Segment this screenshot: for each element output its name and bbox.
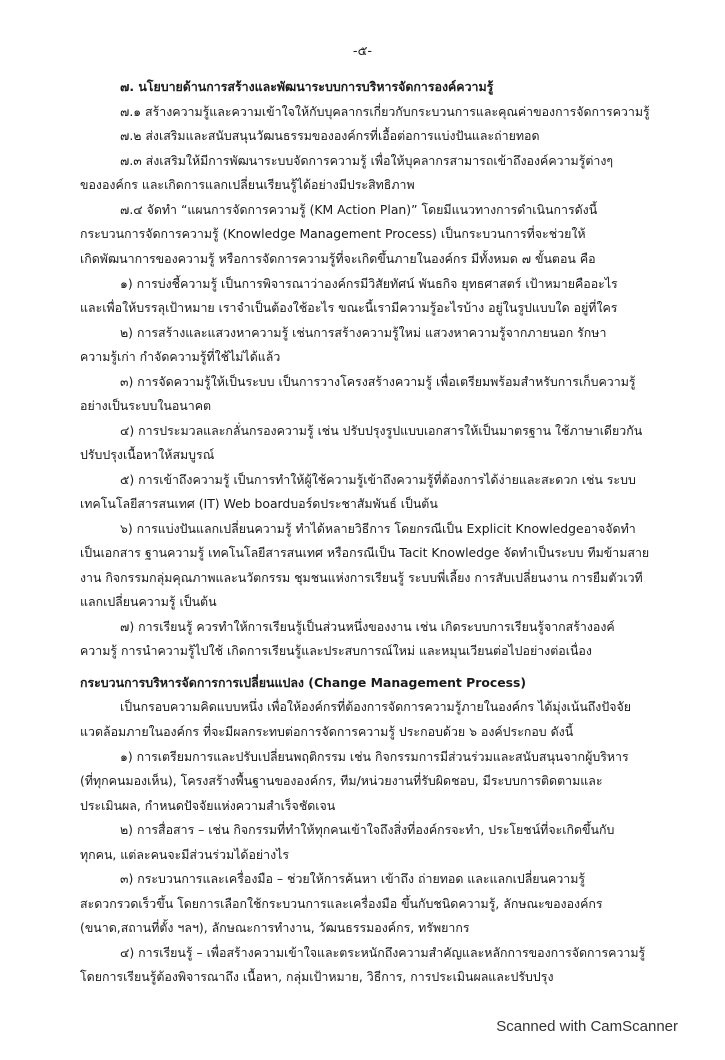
km-step-3-cont: อย่างเป็นระบบในอนาคต [80,398,212,413]
change-item-3: ๓) กระบวนการและเครื่องมือ – ช่วยให้การค้นหา เข้าถึง ถ่ายทอด และแลกเปลี่ยนความรู้ [120,871,586,886]
km-step-6-cont-2: งาน กิจกรรมกลุ่มคุณภาพและนวัตกรรม ชุมชนแห่งการเรียนรู้ ระบบพี่เลี้ยง การสับเปลี่ยนงาน การยืมตัวเวที [80,570,643,585]
km-step-1: ๑) การบ่งชี้ความรู้ เป็นการพิจารณาว่าองค์กรมีวิสัยทัศน์ พันธกิจ ยุทธศาสตร์ เป้าหมายคืออะไร [120,276,618,291]
scanner-watermark: Scanned with CamScanner [496,1018,678,1035]
km-step-5-cont: เทคโนโลยีสารสนเทศ (IT) Web boardบอร์ดประชาสัมพันธ์ เป็นต้น [80,496,438,511]
section-heading-change-management: กระบวนการบริหารจัดการการเปลี่ยนแปลง (Change Management Process) [80,675,527,690]
km-step-2: ๒) การสร้างและแสวงหาความรู้ เช่นการสร้างความรู้ใหม่ แสวงหาความรู้จากภายนอก รักษา [120,325,607,340]
change-intro: เป็นกรอบความคิดแบบหนึ่ง เพื่อให้องค์กรที่ต้องการจัดการความรู้ภายในองค์กร ได้มุ่งเน้นถึงปัจจัย [120,699,632,714]
change-item-2-cont: ทุกคน, แต่ละคนจะมีส่วนร่วมได้อย่างไร [80,847,290,862]
policy-item-7-4: ๗.๔ จัดทำ “แผนการจัดการความรู้ (KM Action Plan)” โดยมีแนวทางการดำเนินการดังนี้ [120,202,598,217]
policy-item-7-3: ๗.๓ ส่งเสริมให้มีการพัฒนาระบบจัดการความรู้ เพื่อให้บุคลากรสามารถเข้าถึงองค์ความรู้ต่างๆ [120,153,614,168]
km-step-3: ๓) การจัดความรู้ให้เป็นระบบ เป็นการวางโครงสร้างความรู้ เพื่อเตรียมพร้อมสำหรับการเก็บความรู้ [120,374,636,389]
change-item-1-cont-1: (ที่ทุกคนมองเห็น), โครงสร้างพื้นฐานขององค์กร, ทีม/หน่วยงานที่รับผิดชอบ, มีระบบการติดตามและ [80,773,603,788]
km-step-6-cont-1: เป็นเอกสาร ฐานความรู้ เทคโนโลยีสารสนเทศ หรือกรณีเป็น Tacit Knowledge จัดทำเป็นระบบ ทีมข้ามสาย [80,545,650,560]
km-step-4-cont: ปรับปรุงเนื้อหาให้สมบูรณ์ [80,447,215,462]
page-number: -๕- [352,44,373,59]
km-process-intro-cont: เกิดพัฒนาการของความรู้ หรือการจัดการความรู้ที่จะเกิดขึ้นภายในองค์กร มีทั้งหมด ๗ ขั้นตอน คือ [80,251,596,266]
change-item-1-cont-2: ประเมินผล, กำหนดปัจจัยแห่งความสำเร็จชัดเจน [80,798,336,813]
km-step-7-cont: ความรู้ การนำความรู้ไปใช้ เกิดการเรียนรู้และประสบการณ์ใหม่ และหมุนเวียนต่อไปอย่างต่อเนื่อง [80,643,592,658]
change-item-3-cont-1: สะดวกรวดเร็วขึ้น โดยการเลือกใช้กระบวนการและเครื่องมือ ขึ้นกับชนิดความรู้, ลักษณะขององค์กร [80,896,603,911]
change-item-4-cont: โดยการเรียนรู้ต้องพิจารณาถึง เนื้อหา, กลุ่มเป้าหมาย, วิธีการ, การประเมินผลและปรับปรุง [80,969,554,984]
change-item-1: ๑) การเตรียมการและปรับเปลี่ยนพฤติกรรม เช่น กิจกรรมการมีส่วนร่วมและสนับสนุนจากผู้บริหาร [120,749,629,764]
km-process-intro: กระบวนการจัดการความรู้ (Knowledge Management Process) เป็นกระบวนการที่จะช่วยให้ [80,226,586,241]
km-step-6: ๖) การแบ่งปันแลกเปลี่ยนความรู้ ทำได้หลายวิธีการ โดยกรณีเป็น Explicit Knowledgeอาจจัดทำ [120,521,636,536]
policy-item-7-1: ๗.๑ สร้างความรู้และความเข้าใจให้กับบุคลากรเกี่ยวกับกระบวนการและคุณค่าของการจัดการความรู้ [120,104,650,119]
policy-item-7-3-cont: ขององค์กร และเกิดการแลกเปลี่ยนเรียนรู้ได้อย่างมีประสิทธิภาพ [80,177,415,192]
km-step-1-cont: และเพื่อให้บรรลุเป้าหมาย เราจำเป็นต้องใช้อะไร ขณะนี้เรามีความรู้อะไรบ้าง อยู่ในรูปแบบใด อยู่ที่ใคร [80,300,618,315]
km-step-6-cont-3: แลกเปลี่ยนความรู้ เป็นต้น [80,594,217,609]
km-step-5: ๕) การเข้าถึงความรู้ เป็นการทำให้ผู้ใช้ความรู้เข้าถึงความรู้ที่ต้องการได้ง่ายและสะดวก เช่น ระบบ [120,472,636,487]
policy-item-7-2: ๗.๒ ส่งเสริมและสนับสนุนวัฒนธรรมขององค์กรที่เอื้อต่อการแบ่งปันและถ่ายทอด [120,128,540,143]
km-step-2-cont: ความรู้เก่า กำจัดความรู้ที่ใช้ไม่ได้แล้ว [80,349,281,364]
change-item-2: ๒) การสื่อสาร – เช่น กิจกรรมที่ทำให้ทุกคนเข้าใจถึงสิ่งที่องค์กรจะทำ, ประโยชน์ที่จะเกิดขึ้นกับ [120,822,615,837]
km-step-4: ๔) การประมวลและกลั่นกรองความรู้ เช่น ปรับปรุงรูปแบบเอกสารให้เป็นมาตรฐาน ใช้ภาษาเดียวกัน [120,423,643,438]
change-intro-cont: แวดล้อมภายในองค์กร ที่จะมีผลกระทบต่อการจัดการความรู้ ประกอบด้วย ๖ องค์ประกอบ ดังนี้ [80,724,574,739]
section-heading-km-policy: ๗. นโยบายด้านการสร้างและพัฒนาระบบการบริหารจัดการองค์ความรู้ [120,79,494,94]
km-step-7: ๗) การเรียนรู้ ควรทำให้การเรียนรู้เป็นส่วนหนึ่งของงาน เช่น เกิดระบบการเรียนรู้จากสร้างองค์ [120,619,615,634]
change-item-3-cont-2: (ขนาด,สถานที่ตั้ง ฯลฯ), ลักษณะการทำงาน, วัฒนธรรมองค์กร, ทรัพยากร [80,920,470,935]
change-item-4: ๔) การเรียนรู้ – เพื่อสร้างความเข้าใจและตระหนักถึงความสำคัญและหลักการของการจัดการความรู้ [120,945,646,960]
